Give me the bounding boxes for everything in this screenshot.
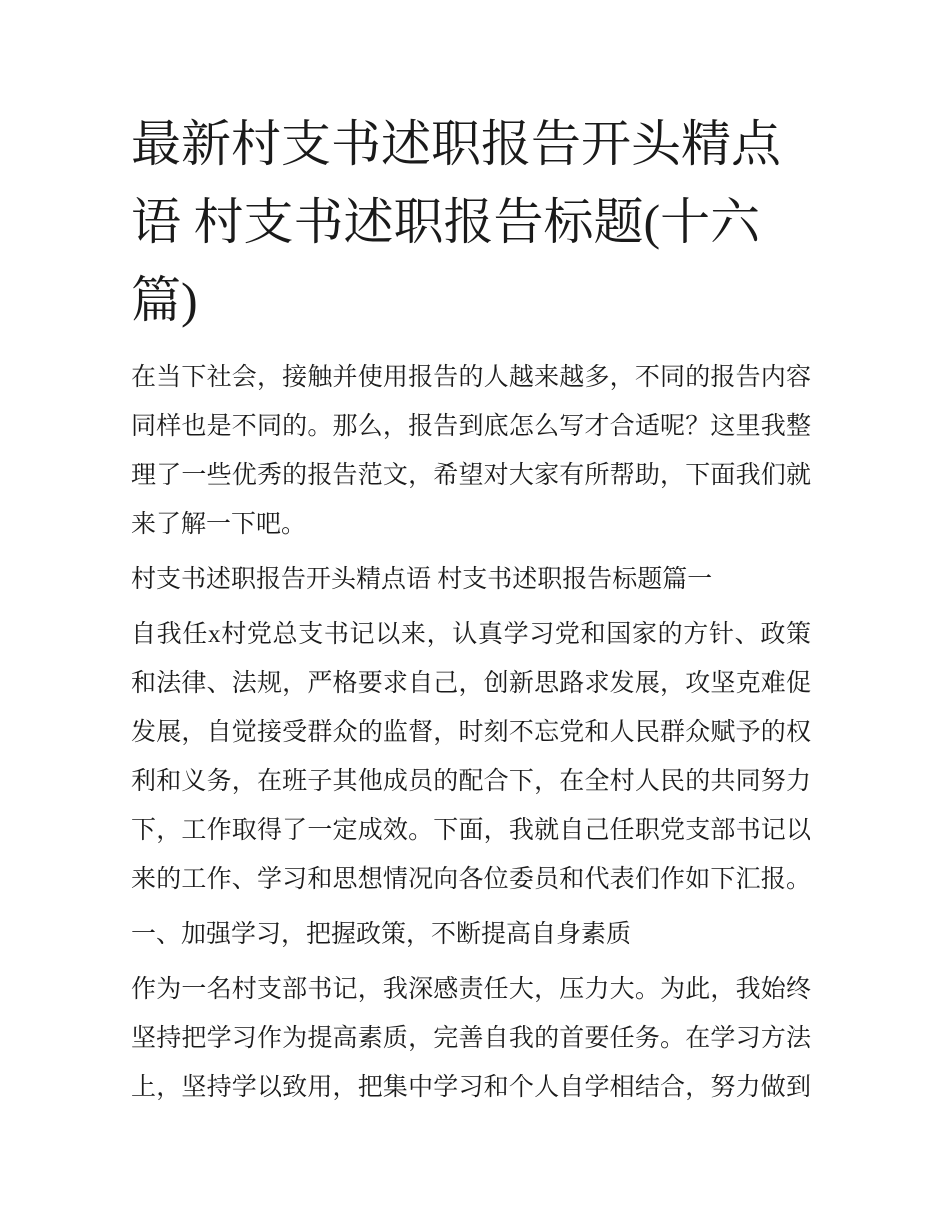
learning-paragraph [131,965,811,1112]
report-opening-paragraph [131,610,811,904]
text-line: 上，坚持学以致用，把集中学习和个人自学相结合，努力做到 [131,1074,811,1101]
text-line: 理了一些优秀的报告范文，希望对大家有所帮助，下面我们就 [131,462,811,489]
title-line: 篇) [131,272,198,328]
text-line: 发展，自觉接受群众的监督，时刻不忘党和人民群众赋予的权 [131,719,811,746]
title-line: 最新村支书述职报告开头精点 [131,116,781,172]
section-heading [131,555,811,604]
text-line: 来了解一下吧。 [131,511,307,538]
title-line: 语 村支书述职报告标题(十六 [131,194,761,250]
document-title [131,105,811,339]
text-line: 自我任x村党总支书记以来，认真学习党和国家的方针、政策 [131,621,811,648]
document-body [131,353,811,1112]
text-line: 同样也是不同的。那么，报告到底怎么写才合适呢？这里我整 [131,413,811,440]
text-line: 和法律、法规，严格要求自己，创新思路求发展，攻坚克难促 [131,670,811,697]
text-line: 一、加强学习，把握政策，不断提高自身素质 [131,921,632,948]
text-line: 作为一名村支部书记，我深感责任大，压力大。为此，我始终 [131,976,811,1003]
text-line: 在当下社会，接触并使用报告的人越来越多，不同的报告内容 [131,364,811,391]
document-content [131,105,811,1118]
subsection-heading [131,910,811,959]
text-line: 村支书述职报告开头精点语 村支书述职报告标题篇一 [131,566,713,593]
intro-paragraph [131,353,811,549]
text-line: 下，工作取得了一定成效。下面，我就自己任职党支部书记以 [131,817,811,844]
text-line: 来的工作、学习和思想情况向各位委员和代表们作如下汇报。 [131,866,811,893]
text-line: 坚持把学习作为提高素质，完善自我的首要任务。在学习方法 [131,1025,811,1052]
text-line: 利和义务，在班子其他成员的配合下，在全村人民的共同努力 [131,768,811,795]
